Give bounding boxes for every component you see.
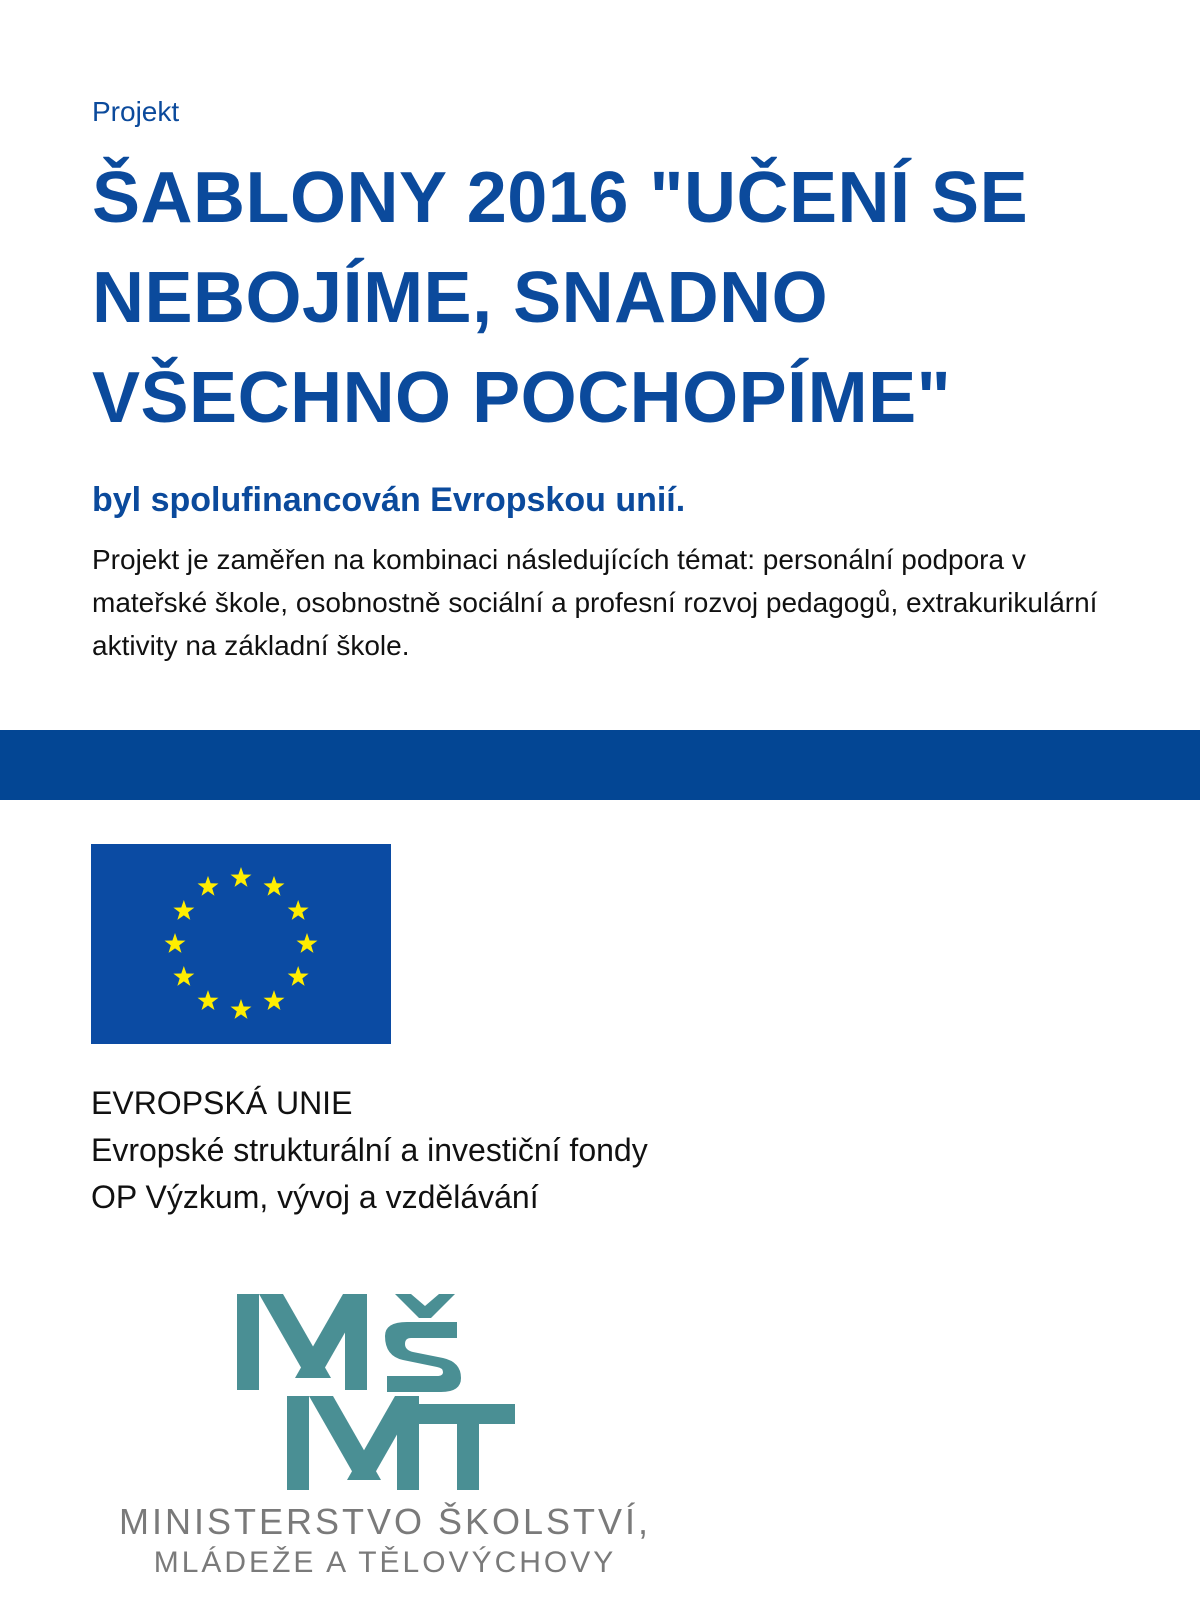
star-icon xyxy=(165,933,186,953)
ministry-name xyxy=(90,1500,680,1582)
project-description: Projekt je zaměřen na kombinaci následujících témat: personální podpora v mateřské škole, osobnostně sociální a profesní rozvoj pedagogů, extrakurikulární aktivity na základní škole. xyxy=(92,544,1098,661)
eu-funding-text xyxy=(91,1080,648,1221)
project-title: ŠABLONY 2016 "UČENÍ SE NEBOJÍME, SNADNO VŠECHNO POCHOPÍME" xyxy=(92,158,1029,438)
ministry-line-2: MLÁDEŽE A TĚLOVÝCHOVY xyxy=(153,1546,617,1579)
msmt-logo-icon xyxy=(235,1292,535,1492)
eu-flag-icon xyxy=(91,844,391,1044)
star-icon xyxy=(264,876,285,896)
blue-divider-band xyxy=(0,730,1200,800)
star-icon xyxy=(288,900,309,920)
star-icon xyxy=(288,966,309,986)
star-icon xyxy=(264,990,285,1010)
star-icon xyxy=(231,999,252,1019)
star-icon xyxy=(198,876,219,896)
eu-stars xyxy=(91,844,391,1044)
eu-line-2: Evropské strukturální a investiční fondy xyxy=(91,1132,648,1168)
ministry-line-1: MINISTERSTVO ŠKOLSTVÍ, xyxy=(118,1501,652,1542)
eu-line-3: OP Výzkum, vývoj a vzdělávání xyxy=(91,1179,539,1215)
star-icon xyxy=(173,966,194,986)
pre-title: Projekt xyxy=(92,96,180,127)
star-icon xyxy=(297,933,318,953)
star-icon xyxy=(198,990,219,1010)
cofinancing-statement: byl spolufinancován Evropskou unií. xyxy=(92,481,686,519)
star-icon xyxy=(173,900,194,920)
star-icon xyxy=(231,867,252,887)
eu-line-1: EVROPSKÁ UNIE xyxy=(91,1085,353,1121)
